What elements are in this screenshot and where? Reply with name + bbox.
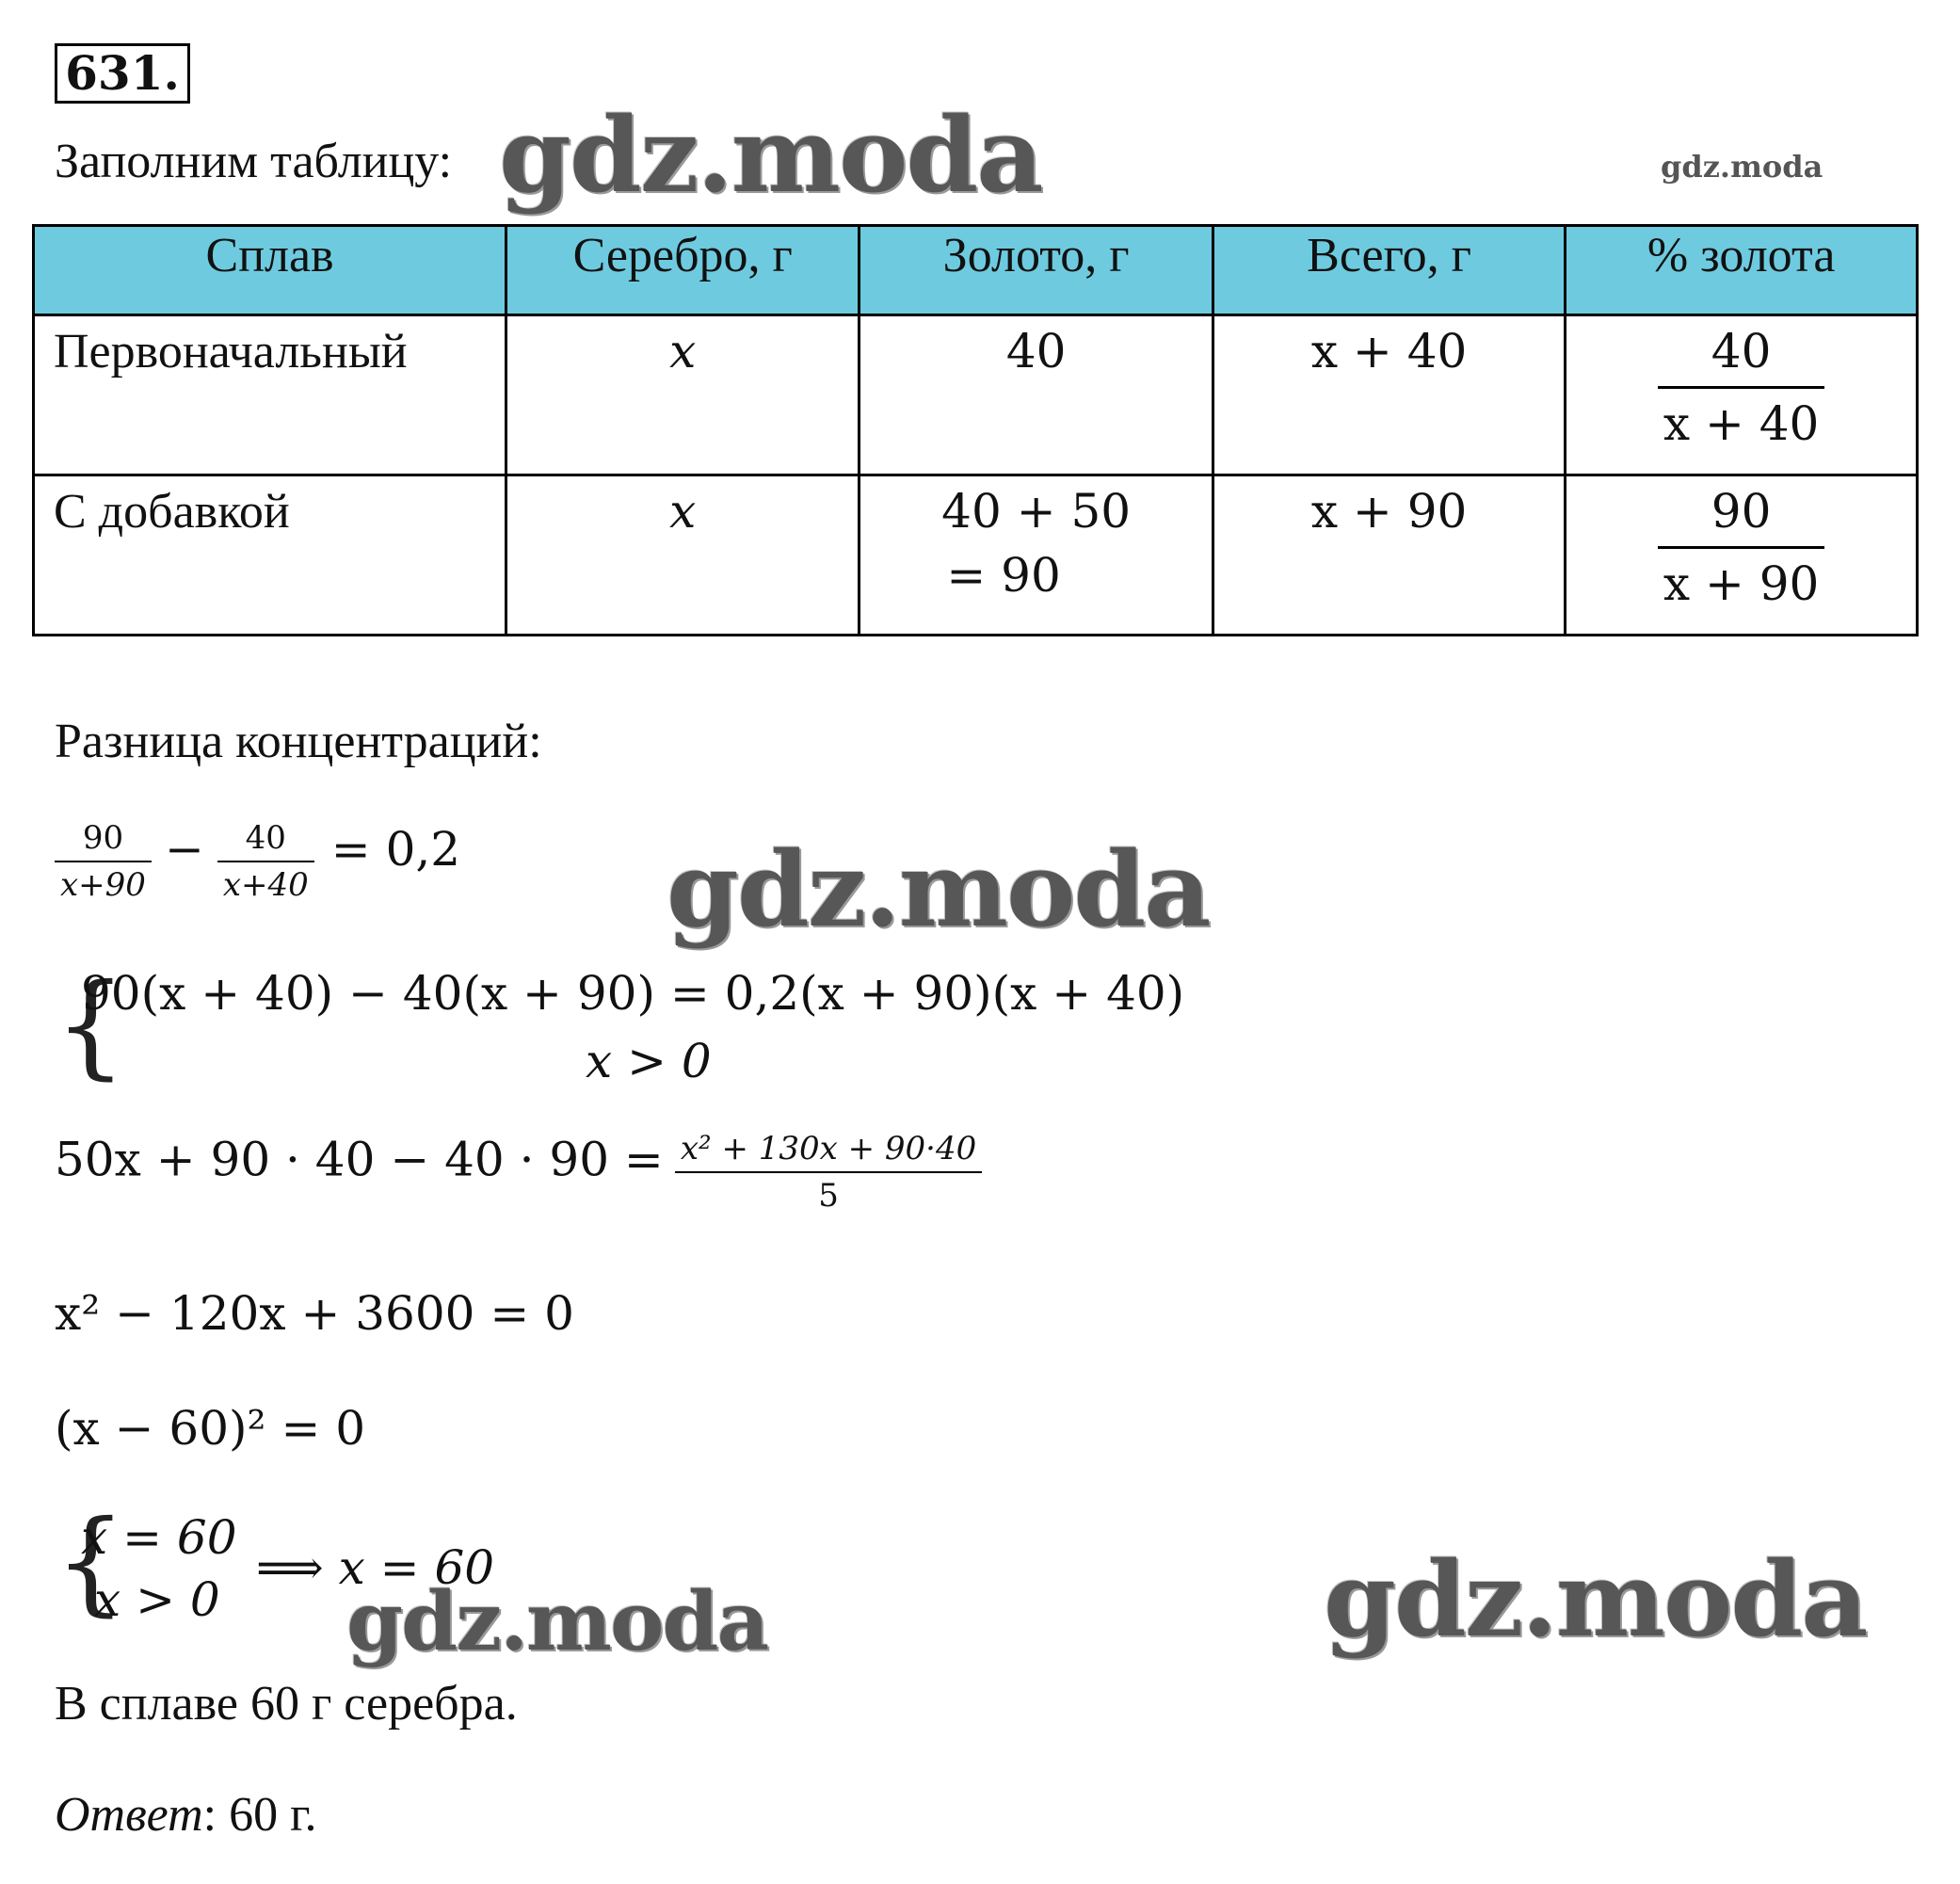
fraction-3 xyxy=(675,1130,982,1215)
table-row xyxy=(34,475,1918,636)
system-1-line-2: x > 0 xyxy=(586,1034,712,1088)
fraction-denominator: x + 40 xyxy=(1658,386,1825,451)
gold-line-1: 40 + 50 xyxy=(941,484,1132,539)
header-alloy: Сплав xyxy=(34,226,506,315)
row-label: Первоначальный xyxy=(34,315,506,475)
fraction-numerator: x² + 130x + 90·40 xyxy=(680,1130,977,1167)
system-1-line-1: 90(x + 40) − 40(x + 90) = 0,2(x + 90)(x + 40) xyxy=(81,966,1185,1021)
equation-3: x² − 120x + 3600 = 0 xyxy=(55,1286,574,1341)
fraction-denominator: x+40 xyxy=(217,861,314,904)
equation-rhs: = 0,2 xyxy=(330,821,461,877)
intro-text: Заполним таблицу: xyxy=(55,135,453,188)
percent-fraction xyxy=(1658,324,1825,451)
row-label: С добавкой xyxy=(34,475,506,636)
cell-gold xyxy=(860,475,1213,636)
watermark-logo: gdz.moda xyxy=(346,1574,768,1669)
fraction-1 xyxy=(55,819,152,904)
answer-label: Ответ xyxy=(55,1788,203,1842)
fraction-denominator: 5 xyxy=(675,1171,982,1215)
cell-gold: 40 xyxy=(860,315,1213,475)
brace-icon: { xyxy=(55,1497,127,1628)
system-2-result: ⟹ x = 60 xyxy=(256,1540,495,1595)
difference-label: Разница концентраций: xyxy=(55,715,542,768)
fraction-numerator: 40 xyxy=(245,819,286,857)
watermark-small: gdz.moda xyxy=(1661,149,1823,185)
alloy-table xyxy=(32,224,1919,636)
table-header-row xyxy=(34,226,1918,315)
header-total: Всего, г xyxy=(1213,226,1565,315)
fraction-denominator: x + 90 xyxy=(1658,546,1825,611)
fraction-numerator: 90 xyxy=(82,819,124,857)
fraction-numerator: 40 xyxy=(1711,324,1772,378)
watermark-logo: gdz.moda xyxy=(499,94,1042,216)
system-2-line-2: x > 0 xyxy=(94,1572,220,1627)
cell-silver: x xyxy=(506,315,860,475)
watermark-logo: gdz.moda xyxy=(1324,1538,1867,1660)
percent-fraction xyxy=(1658,484,1825,611)
cell-total: x + 90 xyxy=(1213,475,1565,636)
fraction-numerator: 90 xyxy=(1711,484,1772,539)
watermark-logo: gdz.moda xyxy=(667,829,1210,950)
header-silver: Серебро, г xyxy=(506,226,860,315)
cell-percent xyxy=(1566,315,1918,475)
system-2-line-1: x = 60 xyxy=(81,1510,237,1565)
cell-total: x + 40 xyxy=(1213,315,1565,475)
equation-1 xyxy=(55,819,460,904)
equation-lhs: 50x + 90 · 40 − 40 · 90 = xyxy=(55,1132,664,1187)
equation-2 xyxy=(55,1130,982,1215)
header-gold-percent: % золота xyxy=(1566,226,1918,315)
answer-value: : 60 г. xyxy=(202,1788,317,1842)
gold-line-2: = 90 xyxy=(946,548,1061,603)
fraction-2 xyxy=(217,819,314,904)
minus-sign: − xyxy=(164,821,204,877)
conclusion-text: В сплаве 60 г серебра. xyxy=(55,1677,518,1731)
cell-silver: x xyxy=(506,475,860,636)
answer-line xyxy=(55,1787,317,1844)
table-row xyxy=(34,315,1918,475)
problem-number: 631. xyxy=(55,43,190,104)
header-gold: Золото, г xyxy=(860,226,1213,315)
brace-icon: { xyxy=(55,960,127,1091)
equation-4: (x − 60)² = 0 xyxy=(55,1401,366,1456)
fraction-denominator: x+90 xyxy=(55,861,152,904)
cell-percent xyxy=(1566,475,1918,636)
